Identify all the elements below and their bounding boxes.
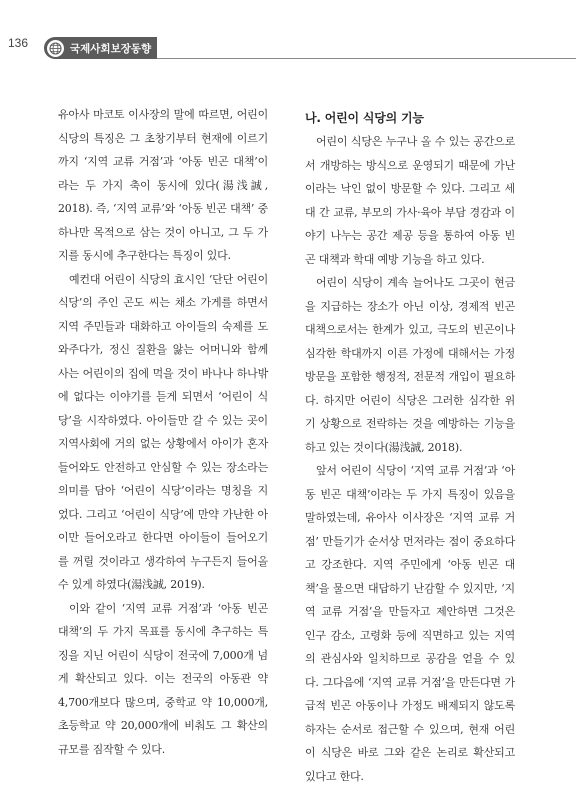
body-paragraph: 앞서 어린이 식당이 ‘지역 교류 거점’과 ‘아동 빈곤 대책’이라는 두 가지 특징이 있음을 말하였는데, 유아사 이사장은 ‘지역 교류 거점’ 만들기가 순서상 먼저라는 점이 중요하다고 강조한다. 지역 주민에게 ‘아동 빈곤 대책’을 물으면 대답하기 난감할 수 있지만, ‘지역 교류 거점’을 만들자고 제안하면 그것은 인구 감소, 고령화 등에 직면하고 있는 지역의 관심사와 일치하므로 공감을 얻을 수 있다. 그다음에 ‘지역 교류 거점’을 만든다면 가급적 빈곤 아동이나 가정도 배제되지 않도록 하자는 순서로 접근할 수 있으며, 현재 어린이 식당은 바로 그와 같은 논리로 확산되고 있다고 한다. [305,464,515,783]
section-heading: 나. 어린이 식당의 기능 [305,111,424,125]
body-paragraph: 어린이 식당이 계속 늘어나도 그곳이 현금을 지급하는 장소가 아닌 이상, 경제적 빈곤 대책으로서는 한계가 있고, 극도의 빈곤이나 심각한 학대까지 이른 가정에 대해서는 가정 방문을 포함한 행정적, 전문적 개입이 필요하다. 하지만 어린이 식당은 그러한 심각한 위기 상황으로 전락하는 것을 예방하는 기능을 하고 있는 것이다(湯浅誠, 2018). [305,276,515,454]
body-paragraph: 유아사 마코토 이사장의 말에 따르면, 어린이 식당의 특징은 그 초창기부터 현재에 이르기까지 ‘지역 교류 거점’과 ‘아동 빈곤 대책’이라는 두 가지 축이 동시에 있다(湯浅誠, 2018). 즉, ‘지역 교류’와 ‘아동 빈곤 대책’ 중 하나만 목적으로 삼는 것이 아니고, 그 두 가지를 동시에 추구한다는 특징이 있다. [58,108,268,262]
journal-header-badge [44,37,157,59]
right-column [305,108,515,788]
body-paragraph: 어린이 식당은 누구나 올 수 있는 공간으로서 개방하는 방식으로 운영되기 때문에 가난이라는 낙인 없이 방문할 수 있다. 그리고 세대 간 교류, 부모의 가사·육아 부담 경감과 이야기 나누는 공간 제공 등을 통하여 아동 빈곤 대책과 학대 예방 기능을 하고 있다. [305,135,515,266]
header-divider [157,58,576,59]
page-number: 136 [8,36,29,50]
left-column [58,103,268,761]
globe-icon [47,40,64,57]
body-paragraph: 예컨대 어린이 식당의 효시인 ‘단단 어린이 식당’의 주인 곤도 씨는 채소 가게를 하면서 지역 주민들과 대화하고 아이들의 숙제를 도와주다가, 정신 질환을 앓는 어머니와 함께 사는 어린이의 집에 먹을 것이 바나나 하나밖에 없다는 이야기를 듣게 되면서 ‘어린이 식당’을 시작하였다. 아이들만 갈 수 있는 곳이 지역사회에 거의 없는 상황에서 아이가 혼자 들어와도 안전하고 안심할 수 있는 장소라는 의미를 담아 ‘어린이 식당’이라는 명칭을 지었다. 그리고 ‘어린이 식당’에 만약 가난한 아이만 들어오라고 한다면 아이들이 들어오기를 꺼릴 것이라고 생각하여 누구든지 들어올 수 있게 하였다(湯浅誠, 2019). [58,272,268,591]
journal-title: 국제사회보장동향 [70,42,152,55]
body-paragraph: 이와 같이 ‘지역 교류 거점’과 ‘아동 빈곤 대책’의 두 가지 목표를 동시에 추구하는 특징을 지닌 어린이 식당이 전국에 7,000개 넘게 확산되고 있다. 이는 전국의 아동관 약 4,700개보다 많으며, 중학교 약 10,000개, 초등학교 약 20,000개에 비춰도 그 확산의 규모를 짐작할 수 있다. [58,601,268,756]
